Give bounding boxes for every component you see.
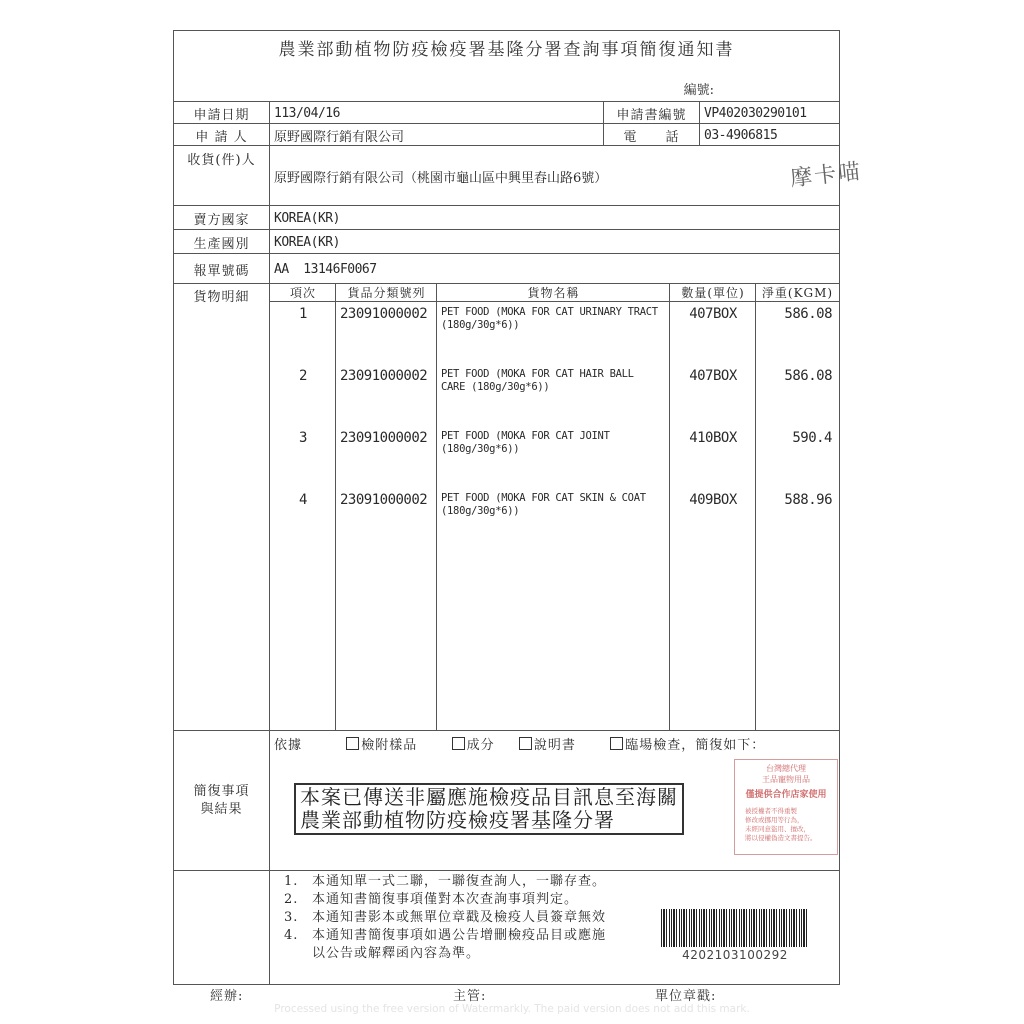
checkbox-icon[interactable] [346, 737, 359, 750]
distributor-line3: 僅提供合作店家使用 [745, 790, 827, 800]
item-name-line2: (180g/30g*6)) [441, 319, 520, 331]
document-title: 農業部動植物防疫檢疫署基隆分署查詢事項簡復通知書 [278, 40, 735, 60]
row-declaration-number [174, 253, 839, 284]
item-name [441, 430, 610, 456]
notes-section [174, 870, 839, 985]
row-applicant [174, 123, 839, 146]
row-origin-country [174, 229, 839, 254]
checkbox-label: 說明書 [533, 738, 576, 753]
declaration-number-value: AA 13146F0067 [274, 261, 377, 277]
item-name [441, 368, 634, 394]
phone-value: 03-4906815 [704, 127, 778, 143]
distributor-line7: 將以侵權偽造文書提告。 [745, 834, 817, 842]
consignee-label: 收貨(件)人 [174, 146, 270, 206]
footer-unit-seal: 單位章戳: [655, 989, 717, 1004]
checkbox-label: 檢附樣品 [361, 738, 418, 753]
declaration-number-label: 報單號碼 [174, 254, 270, 284]
origin-country-label: 生產國別 [174, 230, 270, 254]
item-weight: 586.08 [784, 306, 832, 322]
row-consignee [174, 145, 864, 206]
result-label-line1: 簡復事項 [193, 784, 250, 799]
item-name [441, 492, 646, 518]
header-item-no: 項次 [270, 284, 336, 302]
serial-number-label: 編號: [683, 83, 714, 98]
distributor-line6: 未經同意盜用、擅改， [745, 825, 810, 833]
item-name-line2: (180g/30g*6)) [441, 443, 520, 455]
checkbox-icon[interactable] [452, 737, 465, 750]
note-item: 1. 本通知單一式二聯，一聯復查詢人，一聯存查。 [284, 874, 607, 889]
consignee-value-cell [270, 146, 864, 206]
distributor-line2: 王品寵物用品 [762, 775, 810, 784]
item-name-line2: CARE (180g/30g*6)) [441, 381, 550, 393]
goods-table [174, 283, 839, 731]
distributor-line1: 台灣總代理 [766, 764, 806, 773]
application-number-label: 申請書編號 [604, 102, 700, 124]
item-name-line1: PET FOOD (MOKA FOR CAT SKIN & COAT [441, 492, 646, 504]
stamp-line1: 本案已傳送非屬應施檢疫品目訊息至海關 [300, 785, 678, 809]
item-qty: 407BOX [689, 306, 737, 322]
checkbox-label: 臨場檢查，簡復如下： [625, 738, 766, 753]
item-code: 23091000002 [340, 492, 428, 508]
item-no: 3 [299, 430, 307, 446]
note-item: 4. 本通知書簡復事項如遇公告增刪檢疫品目或應施 [284, 928, 607, 943]
applicant-value: 原野國際行銷有限公司 [270, 124, 604, 146]
application-date-value: 113/04/16 [270, 102, 604, 124]
note-item: 3. 本通知書影本或無單位章戳及檢疫人員簽章無效 [284, 910, 607, 925]
checkbox-icon[interactable] [519, 737, 532, 750]
item-code: 23091000002 [340, 430, 428, 446]
item-code: 23091000002 [340, 368, 428, 384]
distributor-line5: 修改或挪用等行為， [745, 816, 804, 824]
origin-country-value: KOREA(KR) [274, 234, 340, 250]
footer-supervisor: 主管: [453, 989, 487, 1004]
item-qty: 410BOX [689, 430, 737, 446]
item-weight: 586.08 [784, 368, 832, 384]
result-label [174, 731, 270, 871]
checkbox-label: 成分 [466, 738, 495, 753]
header-name: 貨物名稱 [437, 284, 670, 302]
notes-label-cell [174, 871, 270, 985]
seller-country-value: KOREA(KR) [274, 210, 340, 226]
goods-label: 貨物明細 [174, 284, 270, 731]
consignee-value: 原野國際行銷有限公司（桃園市龜山區中興里舂山路6號） [274, 170, 608, 186]
note-item: 2. 本通知書簡復事項僅對本次查詢事項判定。 [284, 892, 579, 907]
item-weight: 590.4 [792, 430, 832, 446]
header-qty: 數量(單位) [670, 284, 756, 302]
basis-row [274, 734, 765, 753]
item-qty: 407BOX [689, 368, 737, 384]
note-item: 以公告或解釋函內容為準。 [312, 946, 481, 961]
item-name-line1: PET FOOD (MOKA FOR CAT HAIR BALL [441, 368, 634, 380]
handwritten-note: 摩卡喵 [789, 159, 864, 192]
application-number-value: VP402030290101 [704, 105, 807, 121]
phone-label: 電 話 [604, 124, 700, 146]
item-no: 1 [299, 306, 307, 322]
checkbox-onsite[interactable] [610, 738, 765, 753]
distributor-line4: 被授權者不得重製 [745, 807, 797, 815]
application-date-label: 申請日期 [174, 102, 270, 124]
notes-list [284, 873, 606, 963]
item-weight: 588.96 [784, 492, 832, 508]
applicant-label: 申 請 人 [174, 124, 270, 146]
official-stamp [294, 783, 684, 835]
header-weight: 淨重(KGM) [756, 284, 839, 302]
header-code: 貨品分類號列 [336, 284, 437, 302]
checkbox-ingredients[interactable] [452, 738, 495, 753]
item-name [441, 306, 658, 332]
item-name-line1: PET FOOD (MOKA FOR CAT URINARY TRACT [441, 306, 658, 318]
footer-handler: 經辦: [210, 989, 244, 1004]
basis-label: 依據 [274, 738, 303, 753]
row-seller-country [174, 205, 839, 230]
result-section [174, 730, 839, 871]
notice-form [173, 30, 864, 985]
item-name-line2: (180g/30g*6)) [441, 505, 520, 517]
item-qty: 409BOX [689, 492, 737, 508]
row-application-date [174, 101, 839, 124]
checkbox-manual[interactable] [519, 738, 576, 753]
checkbox-icon[interactable] [610, 737, 623, 750]
item-no: 2 [299, 368, 307, 384]
item-code: 23091000002 [340, 306, 428, 322]
seller-country-label: 賣方國家 [174, 206, 270, 230]
item-name-line1: PET FOOD (MOKA FOR CAT JOINT [441, 430, 610, 442]
barcode-number: 4202103100292 [682, 948, 788, 962]
stamp-line2: 農業部動植物防疫檢疫署基隆分署 [300, 808, 615, 832]
barcode-icon [661, 909, 809, 947]
result-label-line2: 與結果 [200, 802, 243, 817]
checkbox-sample[interactable] [346, 738, 417, 753]
watermarkly-notice: Processed using the free version of Watermarkly. The paid version does not add this mark. [274, 1003, 750, 1015]
distributor-watermark-box [734, 759, 838, 855]
item-no: 4 [299, 492, 307, 508]
